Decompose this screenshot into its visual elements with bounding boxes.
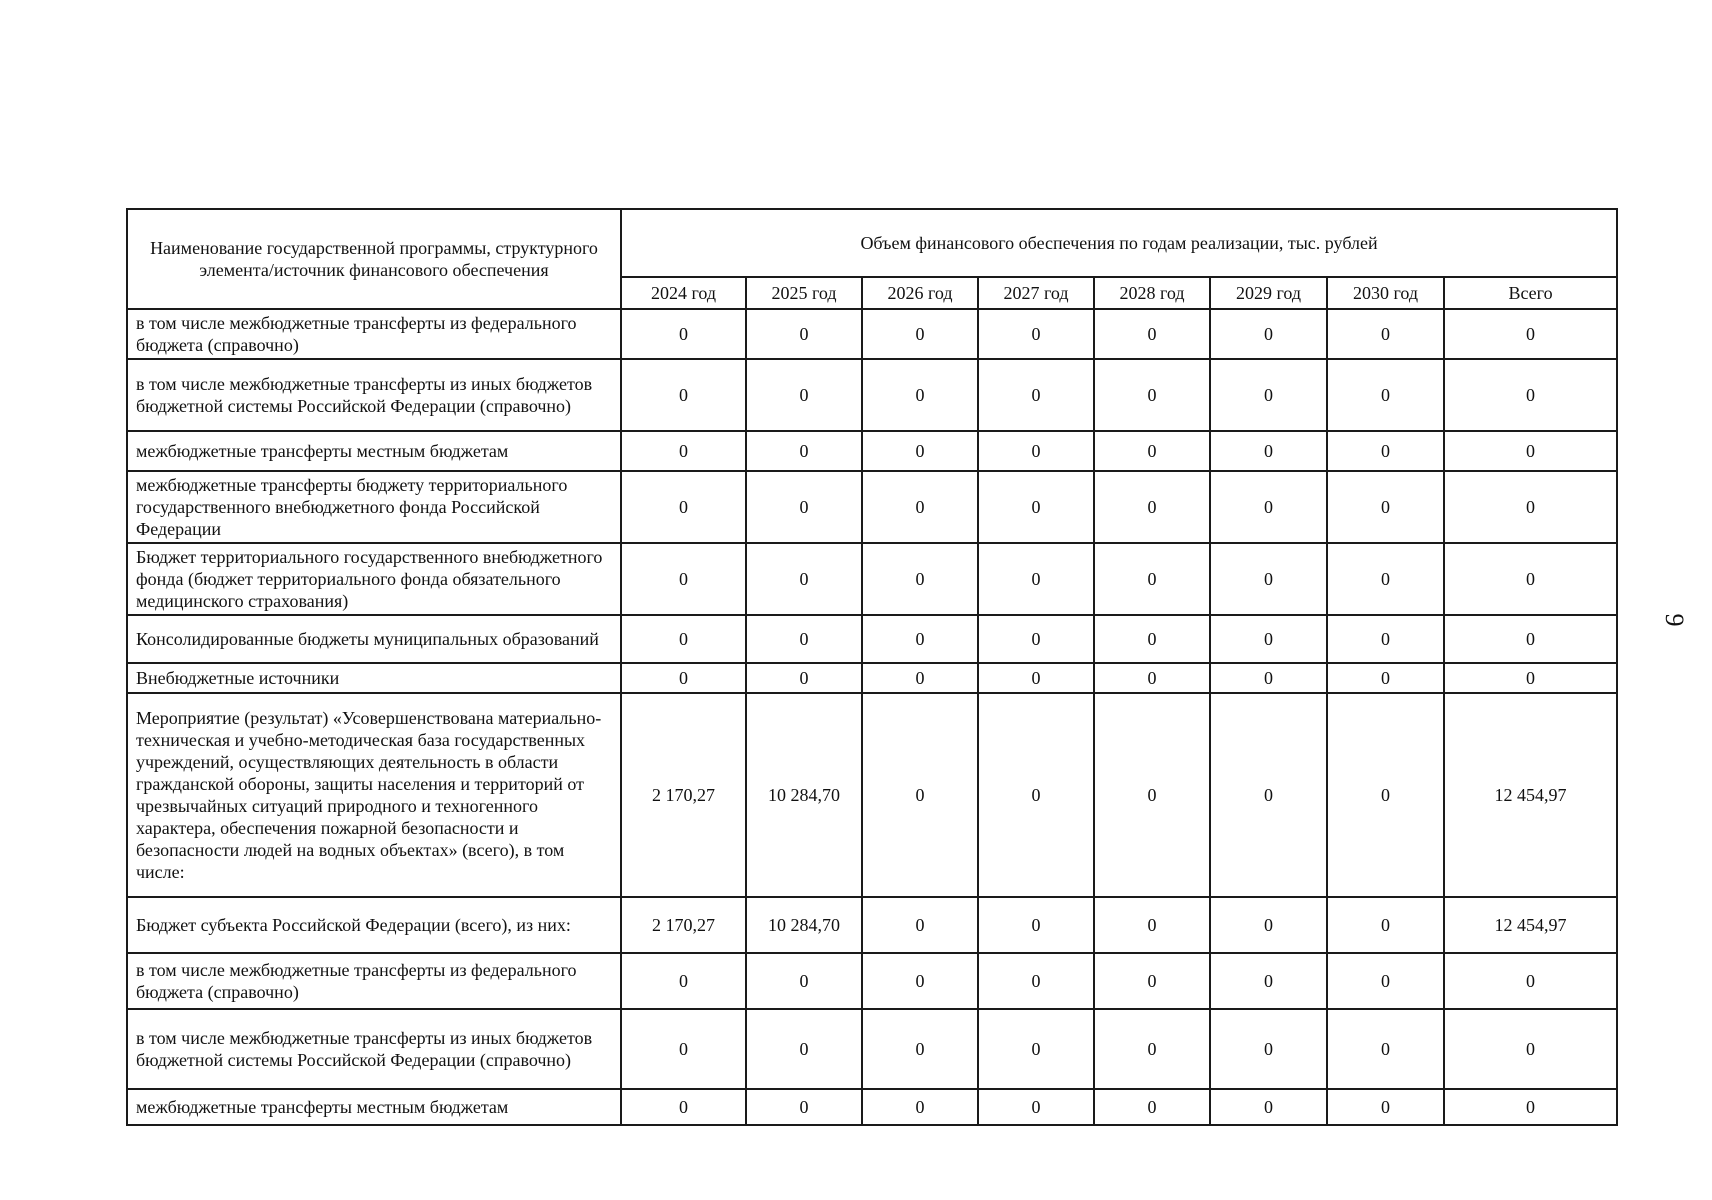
table-row (127, 543, 1617, 615)
year-value-cell: 0 (746, 431, 862, 471)
name-column-header: Наименование государственной программы, структурного элемента/источник финансового обеспечения (127, 209, 621, 309)
year-header: 2025 год (746, 277, 862, 309)
year-value-cell: 0 (1094, 359, 1210, 431)
year-value-cell: 0 (1327, 663, 1444, 693)
total-value-cell: 0 (1444, 543, 1617, 615)
year-value-cell: 0 (978, 663, 1094, 693)
year-value-cell: 0 (1210, 431, 1327, 471)
total-value-cell: 0 (1444, 359, 1617, 431)
year-value-cell: 0 (621, 953, 746, 1009)
year-value-cell: 0 (862, 663, 978, 693)
total-value-cell: 0 (1444, 615, 1617, 663)
year-value-cell: 0 (621, 471, 746, 543)
year-value-cell: 0 (1327, 897, 1444, 953)
budget-table (126, 208, 1618, 1126)
year-value-cell: 0 (1094, 1009, 1210, 1089)
year-value-cell: 0 (978, 359, 1094, 431)
total-value-cell: 0 (1444, 309, 1617, 359)
year-value-cell: 0 (1327, 1009, 1444, 1089)
year-value-cell: 0 (621, 1009, 746, 1089)
year-value-cell: 0 (1327, 309, 1444, 359)
row-name-cell: Мероприятие (результат) «Усовершенствована материально-техническая и учебно-методическая база государственных учреждений, осуществляющих деятельность в области гражданской обороны, защиты населения и территорий от чрезвычайных ситуаций природного и техногенного характера, обеспечения пожарной безопасности и безопасности людей на водных объектах» (всего), в том числе: (127, 693, 621, 897)
total-value-cell: 0 (1444, 953, 1617, 1009)
year-value-cell: 0 (1210, 543, 1327, 615)
year-value-cell: 0 (746, 615, 862, 663)
year-value-cell: 0 (1094, 431, 1210, 471)
table-row (127, 897, 1617, 953)
year-value-cell: 0 (621, 431, 746, 471)
row-name-cell: в том числе межбюджетные трансферты из федерального бюджета (справочно) (127, 953, 621, 1009)
year-value-cell: 0 (1327, 953, 1444, 1009)
year-value-cell: 0 (1210, 897, 1327, 953)
year-value-cell: 0 (978, 1089, 1094, 1125)
year-value-cell: 10 284,70 (746, 693, 862, 897)
year-value-cell: 0 (978, 953, 1094, 1009)
year-value-cell: 0 (1094, 1089, 1210, 1125)
year-value-cell: 0 (746, 1009, 862, 1089)
year-value-cell: 0 (621, 309, 746, 359)
year-value-cell: 0 (1327, 693, 1444, 897)
year-value-cell: 0 (1094, 543, 1210, 615)
table-row (127, 1009, 1617, 1089)
year-value-cell: 0 (862, 1009, 978, 1089)
total-header: Всего (1444, 277, 1617, 309)
year-value-cell: 0 (1094, 953, 1210, 1009)
year-value-cell: 2 170,27 (621, 897, 746, 953)
page-number: 9 (1660, 613, 1689, 627)
year-header: 2030 год (1327, 277, 1444, 309)
year-value-cell: 0 (746, 309, 862, 359)
total-value-cell: 0 (1444, 1089, 1617, 1125)
row-name-cell: в том числе межбюджетные трансферты из иных бюджетов бюджетной системы Российской Федерации (справочно) (127, 359, 621, 431)
row-name-cell: межбюджетные трансферты местным бюджетам (127, 431, 621, 471)
year-value-cell: 0 (862, 543, 978, 615)
total-value-cell: 12 454,97 (1444, 693, 1617, 897)
year-value-cell: 0 (1094, 663, 1210, 693)
total-value-cell: 0 (1444, 471, 1617, 543)
year-value-cell: 0 (862, 615, 978, 663)
row-name-cell: в том числе межбюджетные трансферты из иных бюджетов бюджетной системы Российской Федерации (справочно) (127, 1009, 621, 1089)
total-value-cell: 0 (1444, 1009, 1617, 1089)
table-row (127, 663, 1617, 693)
table-row (127, 431, 1617, 471)
year-value-cell: 0 (1210, 471, 1327, 543)
year-value-cell: 0 (978, 615, 1094, 663)
year-value-cell: 0 (978, 471, 1094, 543)
year-value-cell: 0 (862, 897, 978, 953)
row-name-cell: Бюджет территориального государственного внебюджетного фонда (бюджет территориального фонда обязательного медицинского страхования) (127, 543, 621, 615)
year-value-cell: 0 (862, 309, 978, 359)
year-value-cell: 0 (746, 663, 862, 693)
year-value-cell: 0 (1327, 1089, 1444, 1125)
year-value-cell: 0 (1327, 615, 1444, 663)
total-value-cell: 12 454,97 (1444, 897, 1617, 953)
year-value-cell: 0 (1094, 309, 1210, 359)
year-header: 2026 год (862, 277, 978, 309)
year-value-cell: 0 (862, 359, 978, 431)
year-value-cell: 0 (621, 663, 746, 693)
year-value-cell: 0 (1327, 431, 1444, 471)
year-value-cell: 0 (746, 471, 862, 543)
table-row (127, 1089, 1617, 1125)
year-value-cell: 0 (978, 1009, 1094, 1089)
year-value-cell: 0 (1210, 309, 1327, 359)
year-value-cell: 0 (621, 615, 746, 663)
year-value-cell: 0 (862, 693, 978, 897)
year-value-cell: 0 (746, 953, 862, 1009)
year-value-cell: 0 (746, 543, 862, 615)
year-value-cell: 0 (1094, 897, 1210, 953)
year-value-cell: 0 (862, 431, 978, 471)
row-name-cell: Консолидированные бюджеты муниципальных образований (127, 615, 621, 663)
year-value-cell: 0 (621, 1089, 746, 1125)
year-value-cell: 0 (1094, 693, 1210, 897)
year-value-cell: 0 (1210, 1089, 1327, 1125)
year-value-cell: 0 (978, 897, 1094, 953)
year-value-cell: 0 (746, 1089, 862, 1125)
year-value-cell: 2 170,27 (621, 693, 746, 897)
total-value-cell: 0 (1444, 431, 1617, 471)
year-header: 2028 год (1094, 277, 1210, 309)
table-row (127, 615, 1617, 663)
year-value-cell: 0 (1210, 615, 1327, 663)
header-row (127, 209, 1617, 277)
year-value-cell: 10 284,70 (746, 897, 862, 953)
year-value-cell: 0 (1210, 1009, 1327, 1089)
total-value-cell: 0 (1444, 663, 1617, 693)
year-value-cell: 0 (1210, 359, 1327, 431)
year-value-cell: 0 (746, 359, 862, 431)
volume-header: Объем финансового обеспечения по годам реализации, тыс. рублей (621, 209, 1617, 277)
row-name-cell: Внебюджетные источники (127, 663, 621, 693)
table-row (127, 953, 1617, 1009)
year-value-cell: 0 (1210, 953, 1327, 1009)
row-name-cell: Бюджет субъекта Российской Федерации (всего), из них: (127, 897, 621, 953)
year-value-cell: 0 (1210, 663, 1327, 693)
year-value-cell: 0 (1210, 693, 1327, 897)
table-row (127, 471, 1617, 543)
year-value-cell: 0 (978, 543, 1094, 615)
table-row (127, 693, 1617, 897)
year-value-cell: 0 (978, 693, 1094, 897)
row-name-cell: межбюджетные трансферты местным бюджетам (127, 1089, 621, 1125)
year-value-cell: 0 (862, 1089, 978, 1125)
year-header: 2027 год (978, 277, 1094, 309)
year-value-cell: 0 (862, 471, 978, 543)
year-value-cell: 0 (1327, 471, 1444, 543)
year-value-cell: 0 (1094, 471, 1210, 543)
year-value-cell: 0 (1094, 615, 1210, 663)
row-name-cell: в том числе межбюджетные трансферты из федерального бюджета (справочно) (127, 309, 621, 359)
row-name-cell: межбюджетные трансферты бюджету территориального государственного внебюджетного фонда Российской Федерации (127, 471, 621, 543)
year-value-cell: 0 (621, 359, 746, 431)
year-header: 2024 год (621, 277, 746, 309)
table-row (127, 359, 1617, 431)
year-value-cell: 0 (1327, 543, 1444, 615)
table-row (127, 309, 1617, 359)
year-value-cell: 0 (621, 543, 746, 615)
year-value-cell: 0 (978, 431, 1094, 471)
year-value-cell: 0 (978, 309, 1094, 359)
table-body (127, 309, 1617, 1125)
year-header: 2029 год (1210, 277, 1327, 309)
year-value-cell: 0 (862, 953, 978, 1009)
year-value-cell: 0 (1327, 359, 1444, 431)
